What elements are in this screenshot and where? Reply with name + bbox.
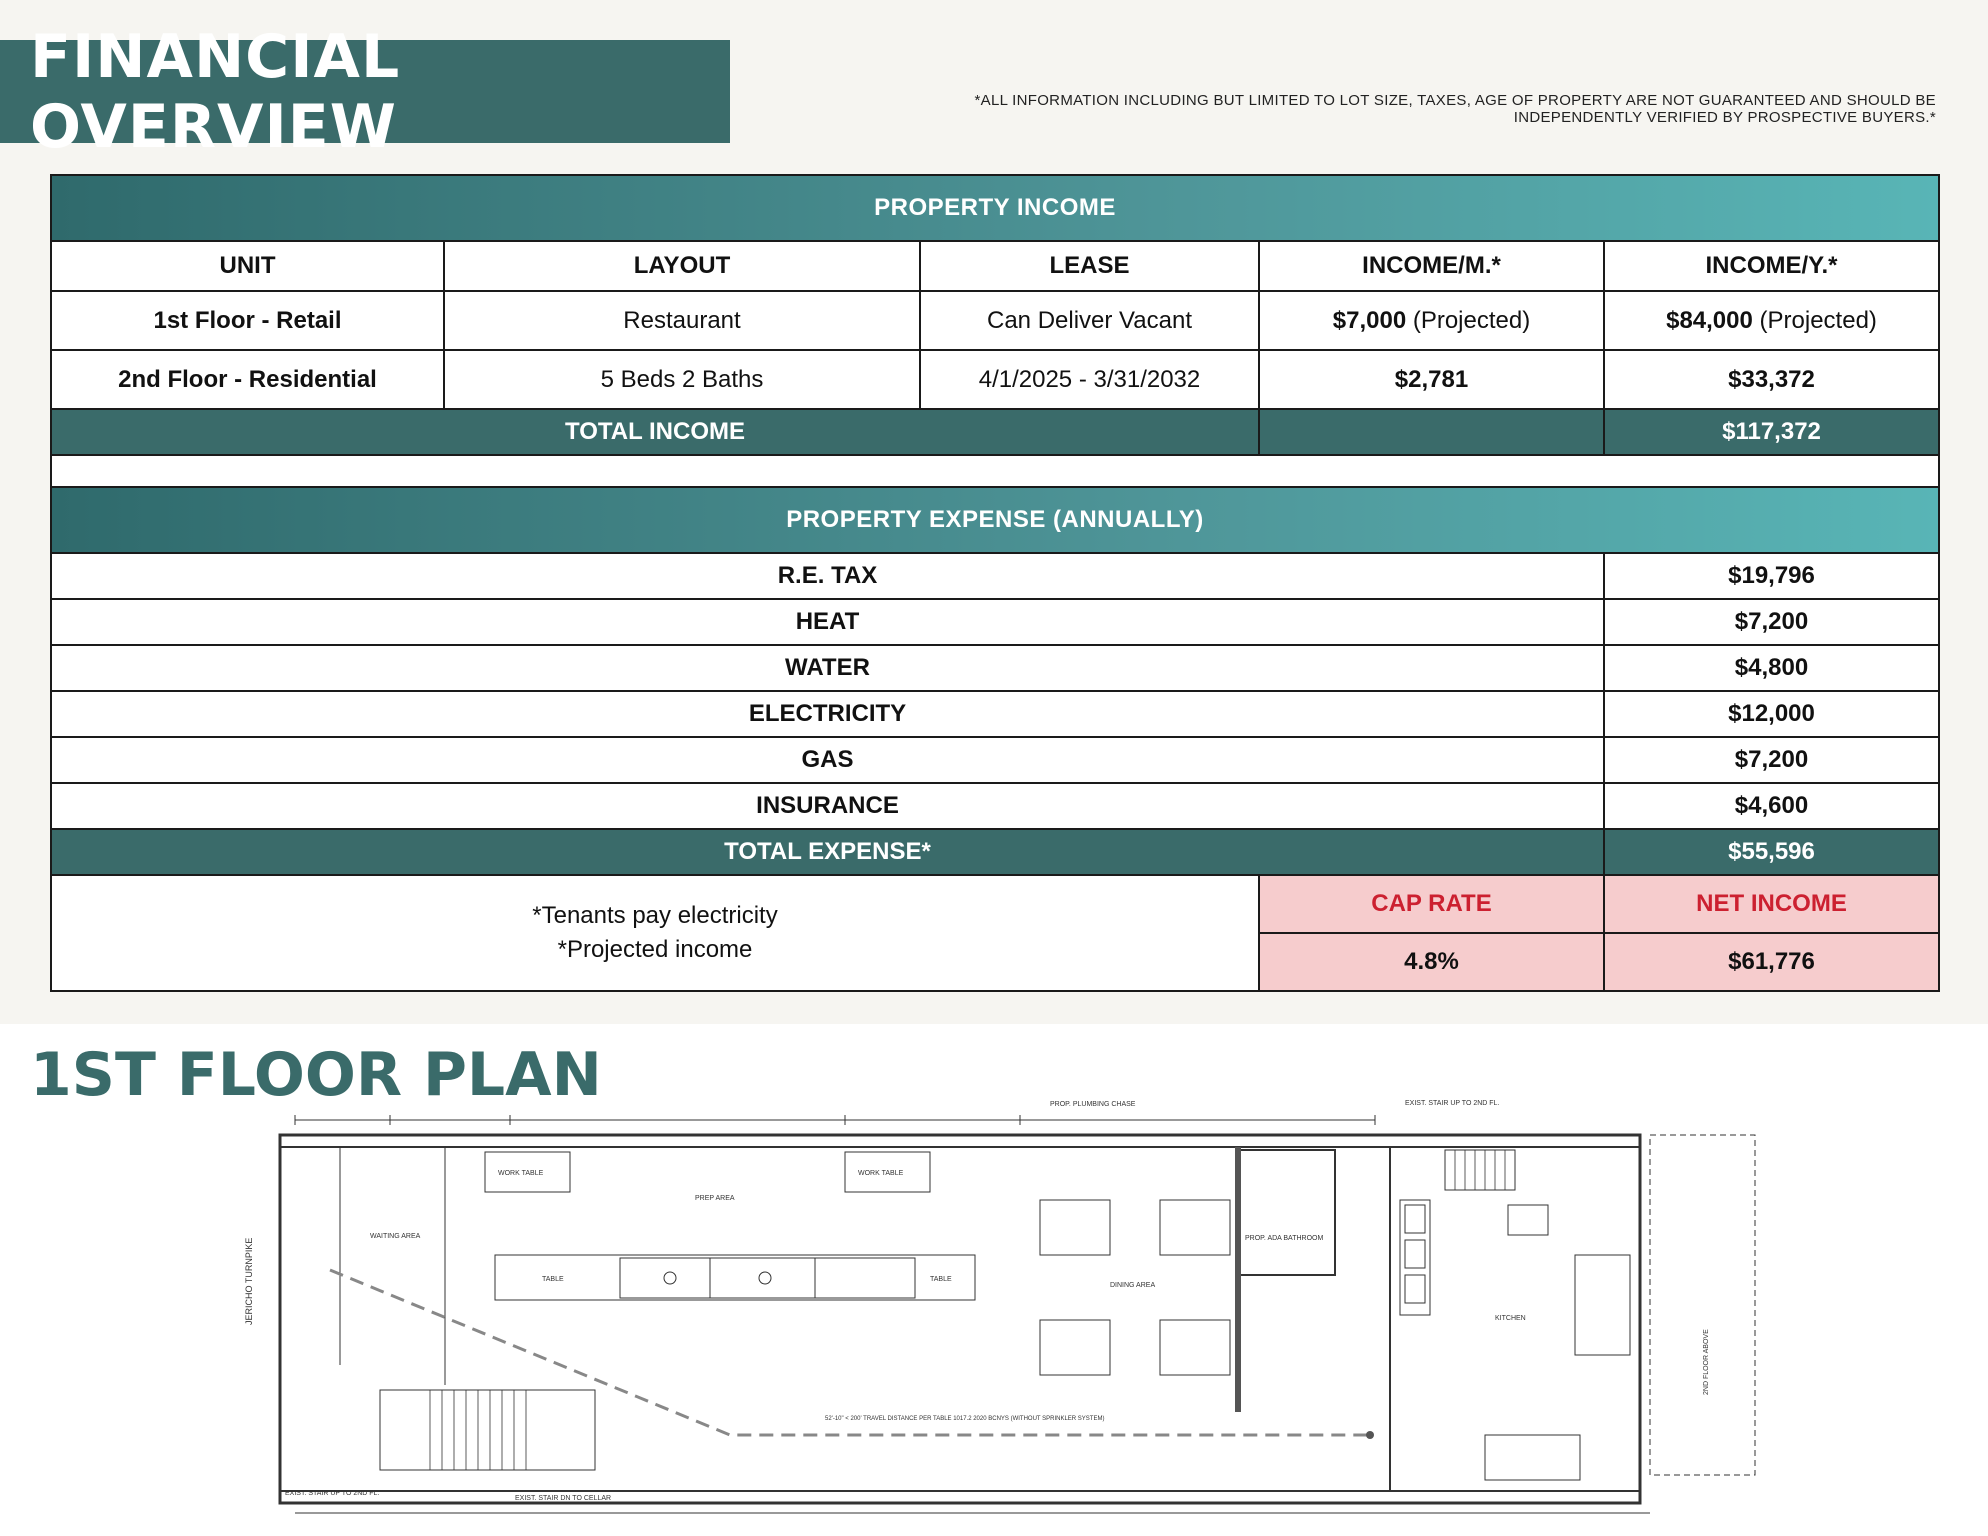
work-table-label: WORK TABLE	[858, 1170, 904, 1177]
unit-cell: 1st Floor - Retail	[51, 291, 444, 350]
room-label-bathroom: PROP. ADA BATHROOM	[1245, 1235, 1324, 1242]
total-expense-row	[51, 829, 1939, 875]
column-header: UNIT	[51, 241, 444, 291]
financial-table	[50, 174, 1940, 992]
monthly-income-value: $7,000	[1332, 306, 1407, 334]
expense-label: R.E. TAX	[51, 553, 1604, 599]
expense-value: $4,600	[1604, 783, 1939, 829]
summary-row	[51, 875, 1939, 933]
net-income-value: $61,776	[1604, 933, 1939, 991]
expense-label: GAS	[51, 737, 1604, 783]
expense-header-row	[51, 487, 1939, 553]
lease-cell: 4/1/2025 - 3/31/2032	[920, 350, 1259, 409]
projected-note: (Projected)	[1752, 306, 1877, 334]
expense-row	[51, 737, 1939, 783]
note-text: *Tenants pay electricity	[532, 902, 778, 929]
work-table-label: WORK TABLE	[498, 1170, 544, 1177]
disclaimer-line: INDEPENDENTLY VERIFIED BY PROSPECTIVE BUYERS.*	[1513, 109, 1936, 126]
room-label-kitchen: KITCHEN	[1495, 1315, 1526, 1322]
disclaimer	[936, 92, 1936, 126]
expense-row	[51, 783, 1939, 829]
expense-row	[51, 599, 1939, 645]
cap-rate-label: CAP RATE	[1259, 875, 1604, 933]
lease-cell: Can Deliver Vacant	[920, 291, 1259, 350]
expense-label: INSURANCE	[51, 783, 1604, 829]
table-label: TABLE	[930, 1276, 952, 1283]
monthly-income-cell	[1259, 291, 1604, 350]
yearly-income-value: $84,000	[1666, 306, 1753, 334]
expense-label: WATER	[51, 645, 1604, 691]
stair-up-label: EXIST. STAIR UP TO 2ND FL.	[285, 1490, 380, 1497]
total-income-empty	[1259, 409, 1604, 455]
expense-value: $4,800	[1604, 645, 1939, 691]
notes-cell	[51, 875, 1259, 991]
column-header-row	[51, 241, 1939, 291]
expense-value: $7,200	[1604, 599, 1939, 645]
expense-label: ELECTRICITY	[51, 691, 1604, 737]
stair-up-label: EXIST. STAIR UP TO 2ND FL.	[1405, 1100, 1500, 1107]
column-header: LAYOUT	[444, 241, 920, 291]
expense-row	[51, 645, 1939, 691]
table-row	[51, 291, 1939, 350]
expense-section-title: PROPERTY EXPENSE (ANNUALLY)	[51, 487, 1939, 553]
street-label: JERICHO TURNPIKE	[244, 1237, 254, 1325]
total-expense-value: $55,596	[1604, 829, 1939, 875]
expense-row	[51, 553, 1939, 599]
expense-row	[51, 691, 1939, 737]
layout-cell: Restaurant	[444, 291, 920, 350]
note-text: *Projected income	[557, 936, 753, 963]
plumbing-chase-label: PROP. PLUMBING CHASE	[1050, 1101, 1136, 1108]
table-label: TABLE	[542, 1276, 564, 1283]
projected-note: (Projected)	[1406, 306, 1531, 334]
expense-label: HEAT	[51, 599, 1604, 645]
second-floor-label: 2ND FLOOR ABOVE	[1703, 1329, 1710, 1395]
monthly-income-value: $2,781	[1394, 365, 1469, 393]
expense-value: $12,000	[1604, 691, 1939, 737]
cap-rate-value: 4.8%	[1259, 933, 1604, 991]
layout-cell: 5 Beds 2 Baths	[444, 350, 920, 409]
column-header: LEASE	[920, 241, 1259, 291]
spacer-row	[51, 455, 1939, 487]
total-expense-label: TOTAL EXPENSE*	[51, 829, 1604, 875]
disclaimer-line: *ALL INFORMATION INCLUDING BUT LIMITED TO LOT SIZE, TAXES, AGE OF PROPERTY ARE NOT GUARANTEED AND SHOULD BE	[974, 92, 1936, 109]
floor-plan-drawing	[230, 1095, 1770, 1525]
column-header: INCOME/M.*	[1259, 241, 1604, 291]
expense-value: $7,200	[1604, 737, 1939, 783]
yearly-income-cell	[1604, 291, 1939, 350]
table-row	[51, 350, 1939, 409]
stair-down-label: EXIST. STAIR DN TO CELLAR	[515, 1495, 612, 1502]
net-income-label: NET INCOME	[1604, 875, 1939, 933]
expense-value: $19,796	[1604, 553, 1939, 599]
yearly-income-cell	[1604, 350, 1939, 409]
travel-note: 52'-10" < 200' TRAVEL DISTANCE PER TABLE 1017.2 2020 BCNYS (WITHOUT SPRINKLER SYSTEM)	[825, 1416, 1105, 1422]
income-header-row	[51, 175, 1939, 241]
total-income-row	[51, 409, 1939, 455]
total-income-value: $117,372	[1604, 409, 1939, 455]
room-label-prep: PREP AREA	[695, 1195, 735, 1202]
income-section-title: PROPERTY INCOME	[51, 175, 1939, 241]
column-header: INCOME/Y.*	[1604, 241, 1939, 291]
yearly-income-value: $33,372	[1728, 365, 1815, 393]
page-title: FINANCIAL OVERVIEW	[30, 21, 401, 162]
total-income-label: TOTAL INCOME	[51, 409, 1259, 455]
unit-cell: 2nd Floor - Residential	[51, 350, 444, 409]
room-label-dining: DINING AREA	[1110, 1282, 1156, 1289]
floor-plan-title: 1ST FLOOR PLAN	[30, 1040, 602, 1110]
monthly-income-cell	[1259, 350, 1604, 409]
title-banner	[0, 21, 730, 162]
room-label-waiting: WAITING AREA	[370, 1233, 421, 1240]
